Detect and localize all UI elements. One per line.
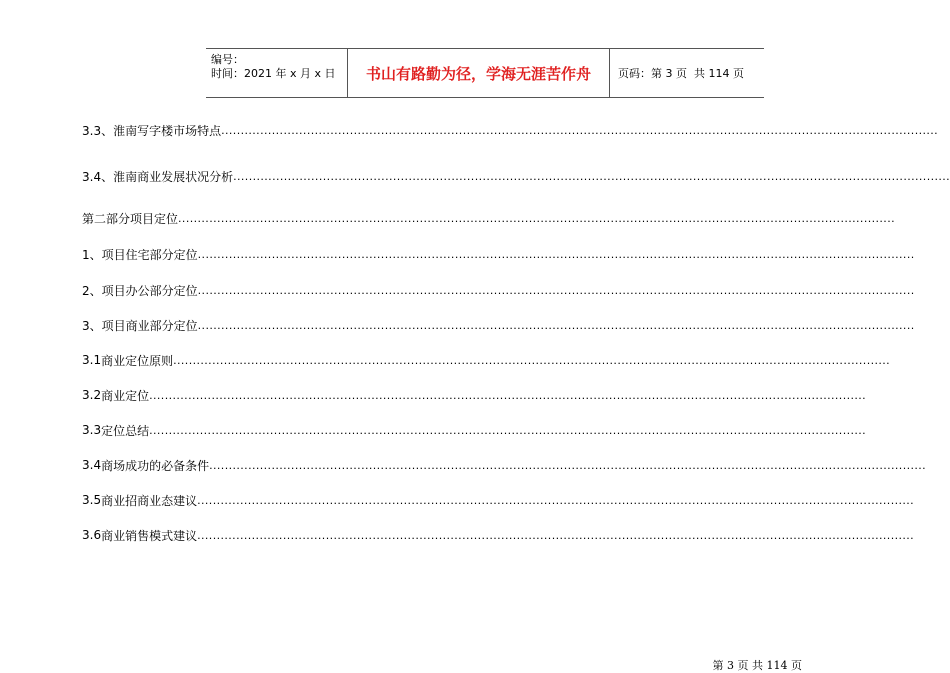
toc-entry-title: 项目住宅部分定位 xyxy=(101,247,198,262)
toc-entry[interactable] xyxy=(82,422,867,438)
toc-entry-number: 3.3 xyxy=(82,423,102,437)
dot-leader: ........................................................................................................................................................................................ xyxy=(178,211,896,225)
serial-label: 编号： xyxy=(211,53,244,66)
toc-entry[interactable] xyxy=(82,387,867,403)
toc-entry[interactable] xyxy=(82,282,915,298)
toc-entry[interactable] xyxy=(82,457,927,473)
toc-entry[interactable] xyxy=(82,317,915,333)
toc-entry-title: 商业定位原则 xyxy=(101,353,174,368)
dot-leader: ........................................................................................................................................................................................ xyxy=(197,247,915,261)
page-label: 页码：第 3 页 共 114 页 xyxy=(618,67,744,80)
dot-leader: ........................................................................................................................................................................................ xyxy=(173,353,891,367)
dot-leader: ........................................................................................................................................................................................ xyxy=(149,423,867,437)
dot-leader: ........................................................................................................................................................................................ xyxy=(221,123,939,137)
toc-entry-number: 3、 xyxy=(82,318,102,333)
toc-entry-title: 商业定位 xyxy=(101,388,150,403)
toc-entry-number: 3.3、 xyxy=(82,123,114,138)
toc-entry-number: 1、 xyxy=(82,247,102,262)
toc-entry-title: 定位总结 xyxy=(101,423,150,438)
toc-entry[interactable] xyxy=(82,492,915,508)
toc-entry-title: 商场成功的必备条件 xyxy=(101,458,210,473)
toc-entry[interactable] xyxy=(82,246,915,262)
toc-entry-number: 2、 xyxy=(82,283,102,298)
time-label: 时间：2021 年 x 月 x 日 xyxy=(211,67,336,80)
toc-entry-number: 3.2 xyxy=(82,388,102,402)
toc-entry-title: 商业招商业态建议 xyxy=(101,493,198,508)
toc-entry-number: 3.4、 xyxy=(82,169,114,184)
dot-leader: ........................................................................................................................................................................................ xyxy=(197,318,915,332)
toc-entry-title: 商业销售模式建议 xyxy=(101,528,198,543)
dot-leader: ........................................................................................................................................................................................ xyxy=(197,528,915,542)
motto-text: 书山有路勤为径，学海无涯苦作舟 xyxy=(365,64,591,83)
toc-entry-number: 3.5 xyxy=(82,493,102,507)
toc-entry-title: 项目商业部分定位 xyxy=(101,318,198,333)
dot-leader: ........................................................................................................................................................................................ xyxy=(149,388,867,402)
footer-page-number: 第 3 页 共 114 页 xyxy=(712,659,802,672)
toc-entry[interactable] xyxy=(82,122,939,138)
toc-entry-number: 3.4 xyxy=(82,458,102,472)
toc-entry-number: 第二部分 xyxy=(82,211,131,226)
dot-leader: ........................................................................................................................................................................................ xyxy=(209,458,927,472)
toc-entry[interactable] xyxy=(82,210,896,226)
toc-entry[interactable] xyxy=(82,352,891,368)
toc-entry-number: 3.6 xyxy=(82,528,102,542)
page-footer xyxy=(706,644,802,673)
toc-entry-title: 项目办公部分定位 xyxy=(101,283,198,298)
dot-leader: ........................................................................................................................................................................................ xyxy=(233,169,950,183)
toc-entry-title: 项目定位 xyxy=(130,211,179,226)
toc-entry-title: 淮南商业发展状况分析 xyxy=(113,169,234,184)
dot-leader: ........................................................................................................................................................................................ xyxy=(197,283,915,297)
toc-entry[interactable] xyxy=(82,527,915,543)
toc-entry-number: 3.1 xyxy=(82,353,102,367)
toc-entry-title: 淮南写字楼市场特点 xyxy=(113,123,222,138)
toc-entry[interactable] xyxy=(82,168,950,184)
dot-leader: ........................................................................................................................................................................................ xyxy=(197,493,915,507)
